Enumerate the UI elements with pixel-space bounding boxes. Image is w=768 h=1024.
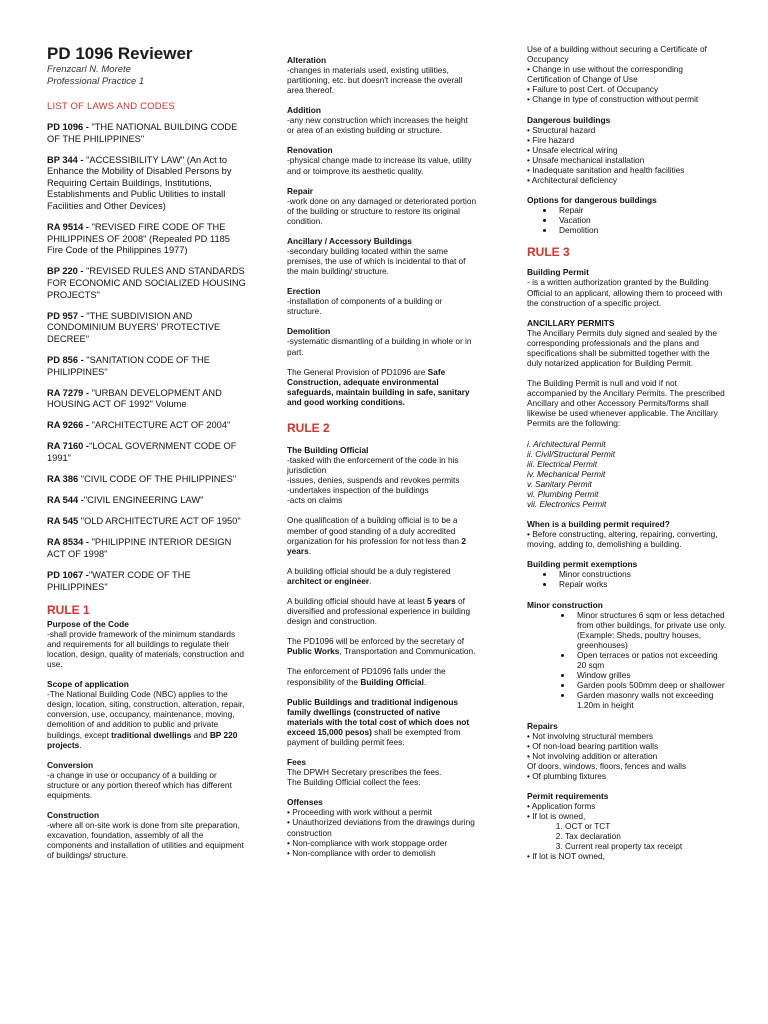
law-item: PD 1096 - "THE NATIONAL BUILDING CODE OF THE PHILIPPINES" [47, 122, 238, 144]
exemptions-heading: Building permit exemptions [527, 559, 638, 570]
renovation-heading: Renovation [287, 145, 333, 156]
owned-lot-item: 3. Current real property tax receipt [565, 841, 727, 851]
law-item: RA 9266 - "ARCHITECTURE ACT OF 2004" [47, 420, 231, 431]
column-middle [287, 55, 477, 858]
ancillary-permits-list [527, 439, 727, 510]
repair-item: • Not involving structural members [527, 730, 654, 741]
repair-text: -work done on any damaged or deteriorated portion of the building or structure to restore its original condition. [287, 195, 477, 226]
offenses-continued [527, 44, 727, 105]
option-item: • Repair [555, 205, 727, 215]
course-name: Professional Practice 1 [47, 76, 145, 87]
law-item: PD 856 - "SANITATION CODE OF THE PHILIPPINES" [47, 355, 210, 377]
rule-3-heading: RULE 3 [527, 245, 570, 260]
renovation-text: -physical change made to increase its value, utility and or toimprove its aesthetic quality. [287, 155, 472, 176]
not-owned-line: • If lot is NOT owned, [527, 851, 605, 862]
owned-lot-item: 1. OCT or TCT [565, 821, 727, 831]
offenses-list [287, 807, 477, 857]
minor-construction-item: • Window grilles [573, 670, 727, 680]
rule-1-heading: RULE 1 [47, 602, 90, 617]
column-right [527, 44, 727, 862]
fees-line: The DPWH Secretary prescribes the fees. [287, 767, 442, 778]
rule-2-heading: RULE 2 [287, 420, 330, 435]
construction-heading: Construction [47, 810, 100, 821]
building-official-heading: The Building Official [287, 444, 369, 455]
option-item: • Vacation [555, 215, 727, 225]
law-item: RA 545 "OLD ARCHITECTURE ACT OF 1950" [47, 516, 241, 527]
building-official-duties [287, 455, 477, 505]
fees-line: The Building Official collect the fees. [287, 777, 421, 788]
erection-heading: Erection [287, 286, 321, 297]
requirements-list [527, 801, 727, 821]
law-item: RA 386 "CIVIL CODE OF THE PHILIPPINES" [47, 474, 237, 485]
repair-item: • Not involving addition or alteration [527, 750, 658, 761]
conversion-text: -a change in use or occupancy of a building or structure or any portion thereof which has different equipments. [47, 769, 232, 800]
building-permit-text: - is a written authorization granted by the Building Official to an applicant, allowing them to proceed with the construction of a specific project. [527, 277, 723, 308]
fees-text [287, 767, 477, 787]
minor-construction-list [527, 610, 727, 711]
alteration-heading: Alteration [287, 55, 327, 65]
alteration-text: -changes in materials used, existing utilities, partitioning, etc. but doesn't increase the overall area thereof. [287, 65, 463, 96]
dangerous-item: • Fire hazard [527, 134, 575, 145]
law-item: RA 7160 -"LOCAL GOVERNMENT CODE OF 1991" [47, 441, 237, 464]
repair-item: Of doors, windows, floors, fences and walls [527, 760, 687, 771]
general-provision-text: The General Provision of PD1096 are Safe Construction, adequate environmental safeguards, maintain building in safe, sanitary and good working conditions. [287, 366, 470, 407]
ancillary-permit-item: iv. Mechanical Permit [527, 468, 606, 479]
offenses-heading: Offenses [287, 797, 323, 808]
ancillary-permit-item: vii. Electronics Permit [527, 499, 607, 510]
permit-requirements-heading: Permit requirements [527, 790, 609, 801]
repair-heading: Repair [287, 185, 314, 196]
addition-heading: Addition [287, 105, 321, 116]
law-item: RA 8534 - "PHILIPPINE INTERIOR DESIGN ACT OF 1998" [47, 537, 232, 560]
when-required-text: • Before constructing, altering, repairing, converting, moving, adding to, demolishing a building. [527, 529, 718, 550]
construction-text: -where all on-site work is done from site preparation, excavation, foundation, assembly of all the components and installation of utilities and equipment of buildings/ structure. [47, 820, 244, 861]
owned-lot-item: 2. Tax declaration [565, 831, 727, 841]
building-permit-heading: Building Permit [527, 267, 589, 278]
registration-text: A building official should be a duly registered architect or engineer. [287, 565, 451, 586]
minor-construction-item: • Garden pools 500mm deep or shallower [573, 680, 727, 690]
ancillary-permits-text-2: The Building Permit is null and void if not accompanied by the Ancillary Permits. The prescribed Ancillary and other Accessory Permits/forms shall likewise be used whenever applicable. The Ancillary Permits are the following: [527, 378, 725, 429]
addition-text: -any new construction which increases the height or area of an existing building or structure. [287, 115, 468, 136]
scope-heading: Scope of application [47, 679, 129, 690]
repair-item: • Of non-load bearing partition walls [527, 740, 659, 751]
exemption-item: • Repair works [555, 579, 727, 589]
laws-heading: LIST OF LAWS AND CODES [47, 101, 175, 112]
dangerous-item: • Inadequate sanitation and health facilities [527, 164, 685, 175]
dangerous-item: • Architectural deficiency [527, 175, 618, 186]
dangerous-item: • Unsafe mechanical installation [527, 154, 645, 165]
requirement-item: • Application forms [527, 800, 596, 811]
demolition-heading: Demolition [287, 326, 331, 337]
laws-list [47, 122, 247, 593]
enforcement-text: The PD1096 will be enforced by the secretary of Public Works, Transportation and Communication. [287, 636, 476, 657]
offense-item: • Change in type of construction without permit [527, 94, 699, 105]
options-list [527, 205, 727, 235]
minor-construction-item: • Garden masonry walls not exceeding 1.20m in height [573, 690, 727, 710]
duty-line: -tasked with the enforcement of the code in his jurisdiction [287, 454, 459, 476]
ancillary-permits-text-1: The Ancillary Permits duly signed and sealed by the corresponding professionals and the plans and specifications shall be submitted together with the duly notarized application for Building Permit. [527, 327, 718, 368]
conversion-heading: Conversion [47, 759, 94, 770]
offense-item: • Failure to post Cert. of Occupancy [527, 84, 659, 95]
exemption-item: • Minor constructions [555, 569, 727, 579]
minor-construction-item: • Open terraces or patios not exceeding 20 sqm [573, 650, 727, 670]
fee-exemption-text: Public Buildings and traditional indigenous family dwellings (constructed of native materials with the total cost of which does not exceed 15,000 pesos) shall be exempted from payment of building permit fees. [287, 696, 470, 748]
duty-line: -issues, denies, suspends and revokes permits [287, 475, 460, 486]
offense-item: • Unauthorized deviations from the drawings during construction [287, 817, 475, 838]
ancillary-text: -secondary building located within the same premises, the use of which is incidental to that of the main building/ structure. [287, 245, 466, 277]
owned-lot-requirements [527, 821, 727, 851]
offense-item: • Change in use without the corresponding Certification of Change of Use [527, 64, 684, 85]
ancillary-permit-item: ii. Civil/Structural Permit [527, 448, 616, 459]
responsibility-text: The enforcement of PD1096 falls under the responsibility of the Building Official. [287, 666, 446, 687]
demolition-text: -systematic dismantling of a building in whole or in part. [287, 336, 472, 357]
erection-text: -installation of components of a building or structure. [287, 296, 443, 317]
requirement-item: • If lot is owned, [527, 811, 586, 822]
offense-item: • Non-compliance with order to demolish [287, 847, 436, 858]
document-title: PD 1096 Reviewer [47, 44, 193, 63]
dangerous-item: • Structural hazard [527, 124, 596, 135]
offense-item: • Non-compliance with work stoppage order [287, 837, 448, 848]
repairs-heading: Repairs [527, 720, 558, 731]
ancillary-permits-heading: ANCILLARY PERMITS [527, 317, 615, 328]
law-item: BP 220 - "REVISED RULES AND STANDARDS FOR ECONOMIC AND SOCIALIZED HOUSING PROJECTS" [47, 266, 246, 300]
dangerous-buildings-heading: Dangerous buildings [527, 114, 611, 125]
law-item: RA 544 -"CIVIL ENGINEERING LAW" [47, 495, 204, 506]
law-item: PD 957 - "THE SUBDIVISION AND CONDOMINIUM BUYERS' PROTECTIVE DECREE" [47, 310, 221, 344]
column-left [47, 44, 247, 870]
offense-item: Use of a building without securing a Certificate of Occupancy [527, 44, 707, 65]
ancillary-permit-item: vi. Plumbing Permit [527, 489, 599, 499]
minor-construction-heading: Minor construction [527, 599, 603, 610]
purpose-text: -shall provide framework of the minimum standards and requirements for all buildings to regulate their location, design, quality of materials, construction and use. [47, 628, 244, 670]
law-item: PD 1067 -"WATER CODE OF THE PHILIPPINES" [47, 570, 191, 592]
option-item: • Demolition [555, 225, 727, 235]
duty-line: -acts on claims [287, 495, 343, 506]
offense-item: • Proceeding with work without a permit [287, 807, 432, 818]
purpose-heading: Purpose of the Code [47, 618, 129, 629]
dangerous-buildings-list [527, 125, 727, 186]
exemptions-list [527, 569, 727, 589]
minor-construction-item: • Minor structures 6 sqm or less detached from other buildings, for private use only. (Example: Sheds, poultry houses, greenhouses) [573, 610, 727, 650]
ancillary-permit-item: v. Sanitary Permit [527, 478, 592, 489]
dangerous-item: • Unsafe electrical wiring [527, 144, 618, 155]
author-name: Frenzcarl N. Morete [47, 64, 131, 75]
scope-text: -The National Building Code (NBC) applies to the design, location, siting, construction, alteration, repair, conversion, use, occupancy, maintenance, moving, demolition of and addition to public and private buildings, except traditional dwellings and BP 220 projects. [47, 689, 245, 750]
fees-heading: Fees [287, 757, 307, 768]
options-heading: Options for dangerous buildings [527, 195, 657, 206]
repairs-list [527, 731, 727, 781]
duty-line: -undertakes inspection of the buildings [287, 485, 429, 496]
law-item: BP 344 - "ACCESSIBILITY LAW" (An Act to Enhance the Mobility of Disabled Persons by Requiring Certain Buildings, Institutions, Establishments and Public Utilities to install Facilities and Other Devices) [47, 154, 232, 212]
repair-item: • Of plumbing fixtures [527, 770, 606, 781]
law-item: RA 7279 - "URBAN DEVELOPMENT AND HOUSING ACT OF 1992" Volume [47, 387, 222, 410]
qualification-text: One qualification of a building official is to be a member of good standing of a duly accredited organization for his profession for not less than 2 years. [287, 515, 466, 556]
law-item: RA 9514 - "REVISED FIRE CODE OF THE PHILIPPINES OF 2008" (Repealed PD 1185 Fire Code of the Philippines 1977) [47, 222, 230, 256]
when-required-heading: When is a building permit required? [527, 519, 670, 530]
ancillary-heading: Ancillary / Accessory Buildings [287, 235, 412, 246]
ancillary-permit-item: i. Architectural Permit [527, 438, 606, 449]
experience-text: A building official should have at least 5 years of diversified and professional experience in building design and construction. [287, 596, 471, 627]
ancillary-permit-item: iii. Electrical Permit [527, 458, 598, 469]
